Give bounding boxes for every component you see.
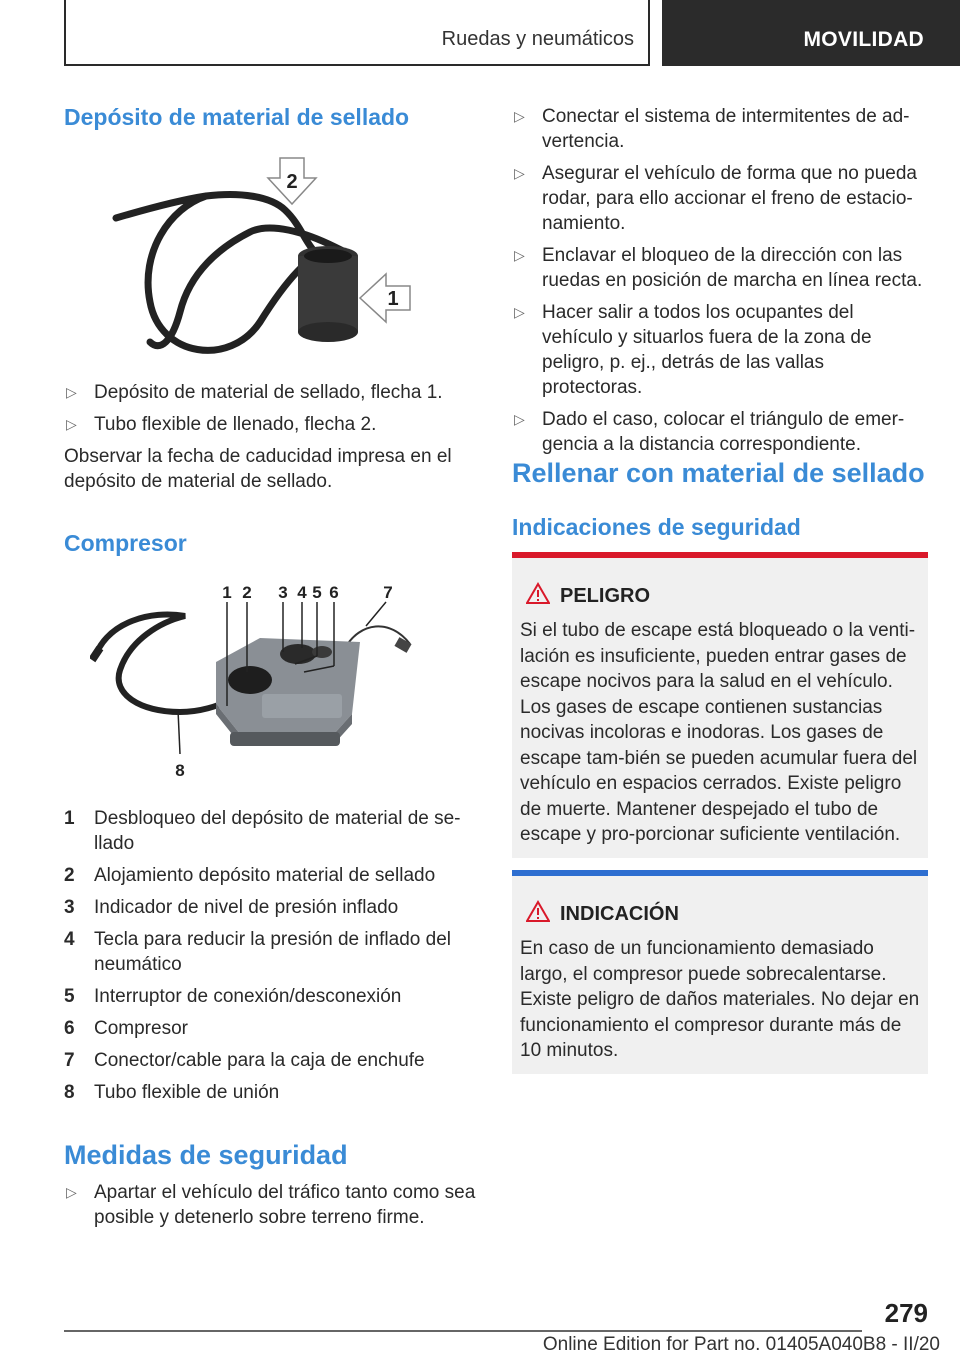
compressor-figure (90, 582, 420, 782)
page-number: 279 (884, 1298, 928, 1328)
heading-rellenar: Rellenar con material de sellado (512, 458, 925, 488)
medidas-bullet-list (64, 1180, 478, 1230)
fig2-label-3: 3 (278, 583, 288, 602)
list-item: ▷ Depósito de material de sellado, flecha 1. (66, 382, 443, 403)
fig1-label-2: 2 (286, 171, 298, 193)
list-item: 6 Compresor (64, 1018, 188, 1039)
list-item: ▷ Hacer salir a todos los ocupantes del vehículo y situarlos fuera de la zona de peligro, p. ej., detrás de las vallas protectoras. (514, 302, 872, 398)
list-item: 7 Conector/cable para la caja de enchufe (64, 1050, 425, 1071)
warning-triangle-icon (526, 900, 550, 922)
fig2-label-1: 1 (222, 583, 232, 602)
deposito-bullet-list (64, 380, 478, 437)
triangle-bullet-icon: ▷ (66, 384, 77, 400)
sealant-container-figure (110, 152, 420, 364)
fig2-label-5: 5 (312, 583, 322, 602)
list-item: ▷ Enclavar el bloqueo de la dirección con las ruedas en posición de marcha en línea recta. (514, 245, 923, 291)
triangle-bullet-icon: ▷ (514, 165, 525, 181)
compresor-numbered-list (64, 806, 478, 1105)
danger-notice-title: PELIGRO (526, 582, 650, 608)
list-item: 4 Tecla para reducir la presión de inflado del neumático (64, 929, 451, 975)
fig2-label-4: 4 (297, 583, 307, 602)
danger-notice-text: Si el tubo de escape está bloqueado o la venti‐lación es insuficiente, pueden entrar gases de escape nocivos para la salud en el vehículo. Los gases de escape contienen sustancias nocivas incoloras e inodoras. Los gases de escape tam‐bién se pueden acumular fuera del vehículo en espacios cerrados. Existe peligro de muerte. Mantener despejado el tubo de escape y pro‐porcionar suficiente ventilación. (520, 620, 918, 845)
warning-triangle-icon (526, 582, 550, 604)
heading-medidas: Medidas de seguridad (64, 1140, 348, 1170)
list-item: ▷ Dado el caso, colocar el triángulo de emer‐gencia a la distancia correspondiente. (514, 409, 905, 455)
right-bullet-list (512, 104, 928, 457)
info-notice-box (512, 870, 928, 1074)
danger-notice-box (512, 552, 928, 858)
fig2-label-8: 8 (175, 761, 185, 780)
heading-deposito: Depósito de material de sellado (64, 104, 410, 130)
list-item: ▷ Conectar el sistema de intermitentes de ad‐vertencia. (514, 106, 910, 152)
triangle-bullet-icon: ▷ (66, 416, 77, 432)
deposito-paragraph: Observar la fecha de caducidad impresa en el depósito de material de sellado. (64, 446, 452, 492)
header-chapter-title: MOVILIDAD (803, 28, 924, 51)
triangle-bullet-icon: ▷ (514, 304, 525, 320)
list-item: 3 Indicador de nivel de presión inflado (64, 897, 399, 918)
footer-edition: Online Edition for Part no. 01405A040B8 - II/20 (542, 1334, 940, 1355)
triangle-bullet-icon: ▷ (514, 411, 525, 427)
list-item: 1 Desbloqueo del depósito de material de se‐llado (64, 808, 461, 854)
list-item: 8 Tubo flexible de unión (64, 1082, 280, 1103)
fig2-label-6: 6 (329, 583, 339, 602)
fig2-label-2: 2 (242, 583, 252, 602)
info-notice-text: En caso de un funcionamiento demasiado largo, el compresor puede sobrecalentarse. Existe peligro de daños materiales. No dejar en funcionamiento el compresor durante más de 10 minutos. (520, 938, 920, 1061)
triangle-bullet-icon: ▷ (66, 1184, 77, 1200)
triangle-bullet-icon: ▷ (514, 108, 525, 124)
list-item: 2 Alojamiento depósito material de sellado (64, 865, 436, 886)
footer-divider (64, 1330, 862, 1332)
list-item: ▷ Apartar el vehículo del tráfico tanto como sea posible y detenerlo sobre terreno firme. (66, 1182, 476, 1228)
heading-compresor: Compresor (64, 530, 187, 556)
info-notice-title: INDICACIÓN (526, 900, 679, 926)
list-item: ▷ Tubo flexible de llenado, flecha 2. (66, 414, 377, 435)
fig1-label-1: 1 (387, 288, 399, 310)
fig2-label-7: 7 (383, 583, 393, 602)
header-section-box (64, 0, 650, 66)
list-item: ▷ Asegurar el vehículo de forma que no pueda rodar, para ello accionar el freno de estacio‐namiento. (514, 163, 917, 234)
triangle-bullet-icon: ▷ (514, 247, 525, 263)
header-section-title: Ruedas y neumáticos (441, 28, 634, 50)
list-item: 5 Interruptor de conexión/desconexión (64, 986, 402, 1007)
header-chapter-box (662, 0, 960, 66)
heading-indicaciones: Indicaciones de seguridad (512, 514, 801, 540)
